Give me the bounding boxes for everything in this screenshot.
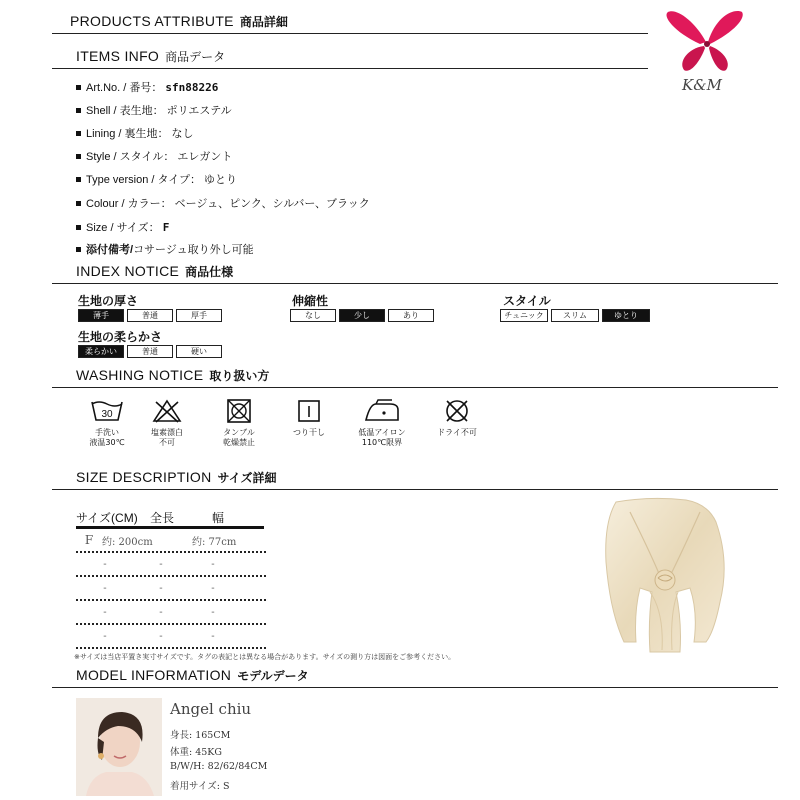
softness-option: 硬い [176, 345, 222, 358]
wash-symbol [280, 398, 338, 438]
bullet-icon [76, 177, 81, 182]
table-cell: 约: 200cm [102, 536, 153, 548]
shawl-illustration [590, 492, 740, 662]
column-header: 幅 [212, 510, 225, 525]
table-row [76, 625, 266, 649]
heading-en: MODEL INFORMATION [76, 667, 232, 683]
thickness-label: 生地の厚さ [78, 294, 139, 308]
wash-label: 手洗い [95, 428, 119, 437]
heading-en: ITEMS INFO [76, 48, 160, 64]
softness-option: 柔らかい [78, 345, 124, 358]
table-cell: - [103, 630, 107, 642]
column-header: 全長 [150, 510, 175, 525]
item-shell [76, 102, 232, 118]
corsage-icon [655, 570, 675, 590]
size-table [76, 508, 266, 649]
size-note: ※サイズは当店平置き実寸サイズです。タグの表記とは異なる場合があります。サイズの測り方は図面をご参考ください。 [74, 653, 456, 661]
brand-logo [660, 2, 750, 98]
thickness-option: 薄手 [78, 309, 124, 322]
wash-label: 塩素漂白 [151, 428, 183, 437]
wash-symbol [138, 398, 196, 448]
bullet-icon [76, 131, 81, 136]
model-size: 着用サイズ: S [170, 781, 230, 792]
table-cell: - [211, 582, 215, 594]
wash-symbol [353, 398, 411, 448]
item-key: Lining / 裏生地： [86, 128, 169, 140]
item-art-no [76, 79, 218, 95]
logo-text: K&M [682, 76, 722, 94]
table-cell: - [159, 630, 163, 642]
wash-label: ドライ不可 [437, 428, 477, 437]
bullet-icon [76, 85, 81, 90]
heading-jp: 取り扱い方 [209, 369, 270, 383]
model-portrait [76, 698, 162, 796]
item-key: Style / スタイル： [86, 151, 175, 163]
divider [52, 68, 648, 69]
bullet-icon [76, 225, 81, 230]
item-type-version [76, 171, 237, 187]
heading-jp: サイズ詳細 [217, 471, 277, 485]
heading-en: SIZE DESCRIPTION [76, 469, 212, 485]
heading-jp: 商品仕様 [185, 265, 234, 279]
bullet-icon [76, 108, 81, 113]
wash-label: タンブル [223, 428, 255, 437]
model-weight: 体重: 45KG [170, 747, 222, 758]
divider [52, 33, 648, 34]
item-value: なし [171, 127, 194, 140]
heading-jp: 商品詳細 [239, 15, 288, 29]
item-key: Type version / タイプ： [86, 174, 201, 186]
stretch-scale [290, 309, 434, 322]
wash-symbol [210, 398, 268, 448]
softness-option: 普通 [127, 345, 173, 358]
column-header: サイズ(CM) [76, 510, 138, 525]
softness-label: 生地の柔らかさ [78, 330, 163, 344]
bullet-icon [76, 201, 81, 206]
stretch-option: なし [290, 309, 336, 322]
table-cell: F [84, 533, 94, 547]
butterfly-logo-icon [660, 2, 750, 82]
item-colour [76, 195, 370, 211]
item-value: ポリエステル [166, 104, 232, 117]
hand-wash-30-icon [90, 398, 124, 424]
item-key: Colour / カラー： [86, 198, 172, 210]
table-cell: - [159, 582, 163, 594]
style-option: スリム [551, 309, 599, 322]
size-table-header [76, 508, 266, 526]
bullet-icon [76, 247, 81, 252]
model-photo [76, 698, 162, 796]
model-height: 身長: 165CM [170, 730, 231, 741]
item-size [76, 219, 169, 235]
wash-label: つり干し [293, 428, 325, 437]
no-bleach-icon [152, 398, 182, 424]
items-info-heading [76, 48, 225, 65]
table-cell: - [103, 606, 107, 618]
index-notice-heading [76, 263, 233, 280]
item-lining [76, 125, 194, 141]
no-tumble-dry-icon [225, 398, 253, 424]
low-iron-icon [362, 398, 402, 424]
style-label: スタイル [503, 294, 551, 308]
model-information-heading [76, 667, 309, 684]
style-option: チュニック [500, 309, 548, 322]
style-scale [500, 309, 650, 322]
stretch-option: 少し [339, 309, 385, 322]
model-bwh: B/W/H: 82/62/84CM [170, 761, 268, 772]
table-cell: - [103, 582, 107, 594]
item-key: Shell / 表生地： [86, 105, 164, 117]
wash-symbol [428, 398, 486, 438]
heading-en: PRODUCTS ATTRIBUTE [70, 13, 234, 29]
divider [52, 283, 778, 284]
item-value: F [162, 220, 170, 234]
line-dry-icon [295, 398, 323, 424]
wash-label: 低温アイロン [358, 428, 406, 437]
table-cell: - [159, 558, 163, 570]
wash-label: 不可 [159, 438, 175, 447]
heading-jp: 商品データ [165, 50, 226, 64]
item-remarks [76, 241, 254, 257]
table-cell: - [103, 558, 107, 570]
item-value: エレガント [177, 150, 233, 163]
product-image-shawl [590, 492, 740, 662]
wash-temp: 30 [101, 409, 113, 420]
table-cell: - [211, 606, 215, 618]
table-cell: 约: 77cm [192, 536, 237, 548]
softness-scale [78, 345, 222, 358]
item-value: コサージュ取り外し可能 [133, 244, 254, 256]
thickness-option: 普通 [127, 309, 173, 322]
table-row [76, 529, 266, 553]
item-value: ベージュ、ピンク、シルバー、ブラック [174, 197, 370, 210]
item-value: sfn88226 [165, 80, 219, 94]
item-style [76, 148, 232, 164]
thickness-option: 厚手 [176, 309, 222, 322]
stretch-label: 伸縮性 [292, 294, 329, 308]
style-option: ゆとり [602, 309, 650, 322]
bullet-icon [76, 154, 81, 159]
wash-symbol [78, 398, 136, 448]
stretch-option: あり [388, 309, 434, 322]
thickness-scale [78, 309, 222, 322]
table-cell: - [211, 558, 215, 570]
size-description-heading [76, 469, 277, 486]
table-row [76, 601, 266, 625]
washing-notice-heading [76, 367, 269, 384]
divider [52, 687, 778, 688]
heading-jp: モデルデータ [237, 669, 309, 683]
divider [52, 387, 778, 388]
item-key: 添付備考/ [86, 244, 134, 256]
table-cell: - [159, 606, 163, 618]
heading-en: INDEX NOTICE [76, 263, 180, 279]
wash-label: 液温30℃ [89, 438, 125, 447]
wash-label: 110℃限界 [361, 438, 403, 447]
table-cell: - [211, 630, 215, 642]
wash-label: 乾燥禁止 [223, 438, 255, 447]
no-dry-clean-icon [442, 398, 472, 424]
item-key: Size / サイズ： [86, 222, 160, 234]
table-row [76, 577, 266, 601]
model-name: Angel chiu [170, 700, 252, 718]
item-key: Art.No. / 番号： [86, 82, 163, 94]
products-attribute-heading [70, 13, 288, 30]
table-row [76, 553, 266, 577]
divider [52, 489, 778, 490]
item-value: ゆとり [203, 173, 237, 186]
heading-en: WASHING NOTICE [76, 367, 204, 383]
